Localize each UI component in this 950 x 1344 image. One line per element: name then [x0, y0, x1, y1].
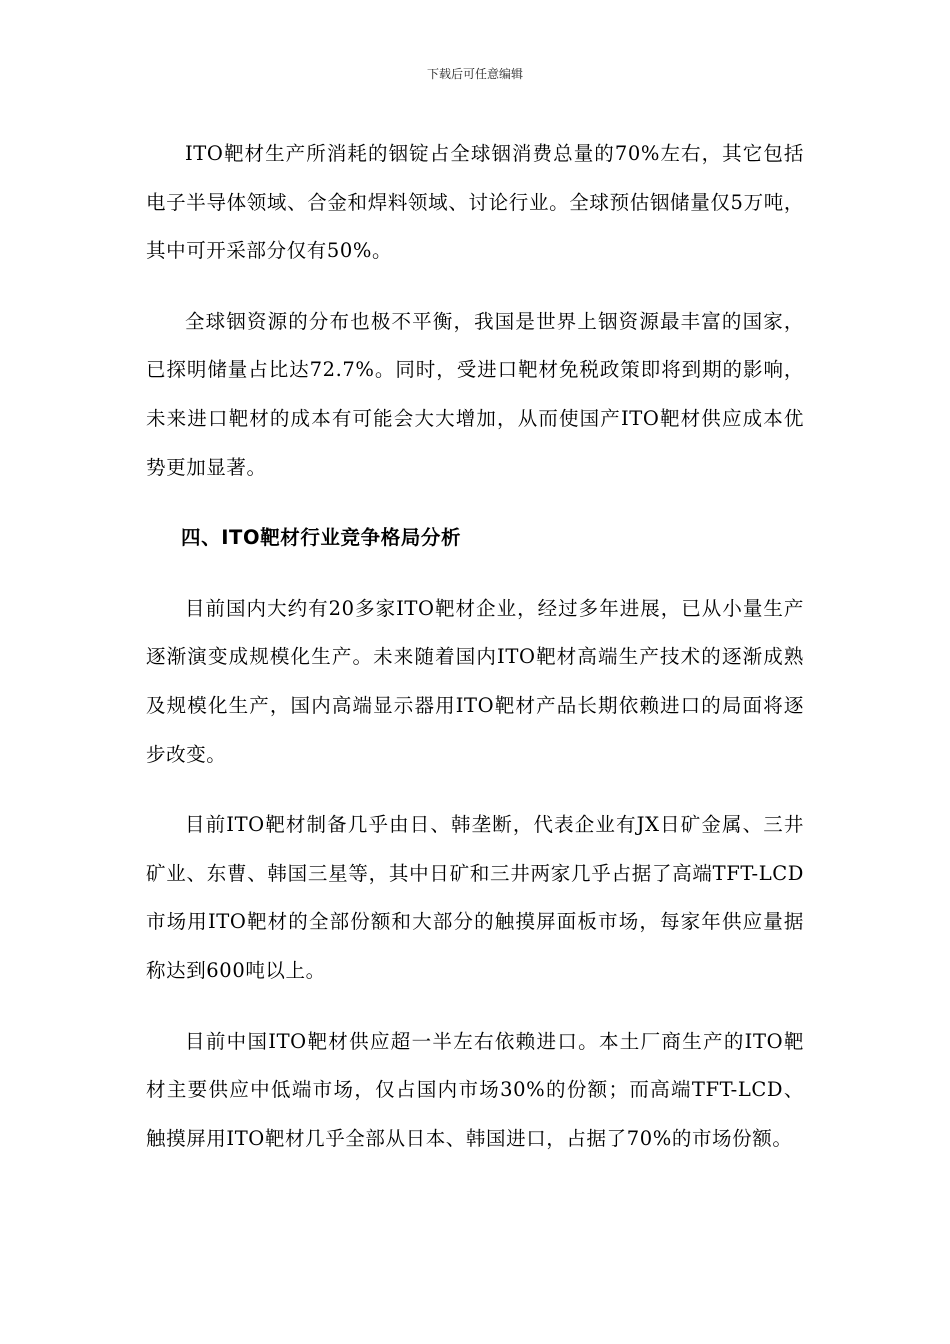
paragraph-import-dependence: 目前中国ITO靶材供应超一半左右依赖进口。本土厂商生产的ITO靶材主要供应中低端市场，仅占国内市场30%的份额；而高端TFT-LCD、触摸屏用ITO靶材几乎全部从日本、韩国进口，占据了70%的市场份额。 — [146, 1029, 804, 1150]
paragraph-domestic-enterprises: 目前国内大约有20多家ITO靶材企业，经过多年进展，已从小量生产逐渐演变成规模化生产。未来随着国内ITO靶材高端生产技术的逐渐成熟及规模化生产，国内高端显示器用ITO靶材产品长期依赖进口的局面将逐步改变。 — [146, 596, 804, 766]
paragraph-indium-consumption: ITO靶材生产所消耗的铟锭占全球铟消费总量的70%左右，其它包括电子半导体领域、合金和焊料领域、讨论行业。全球预估铟储量仅5万吨，其中可开采部分仅有50%。 — [146, 142, 804, 263]
paragraph-japan-korea-monopoly: 目前ITO靶材制备几乎由日、韩垄断，代表企业有JX日矿金属、三井矿业、东曹、韩国三星等，其中日矿和三井两家几乎占据了高端TFT-LCD市场用ITO靶材的全部份额和大部分的触摸屏面板市场，每家年供应量据称达到600吨以上。 — [146, 813, 804, 982]
document-body — [146, 130, 804, 1185]
section-heading: 四、ITO靶材行业竞争格局分析 — [181, 526, 462, 550]
paragraph-indium-distribution: 全球铟资源的分布也极不平衡，我国是世界上铟资源最丰富的国家，已探明储量占比达72.7%。同时，受进口靶材免税政策即将到期的影响，未来进口靶材的成本有可能会大大增加，从而使国产ITO靶材供应成本优势更加显著。 — [146, 309, 804, 479]
page-header: 下载后可任意编辑 — [426, 67, 523, 81]
